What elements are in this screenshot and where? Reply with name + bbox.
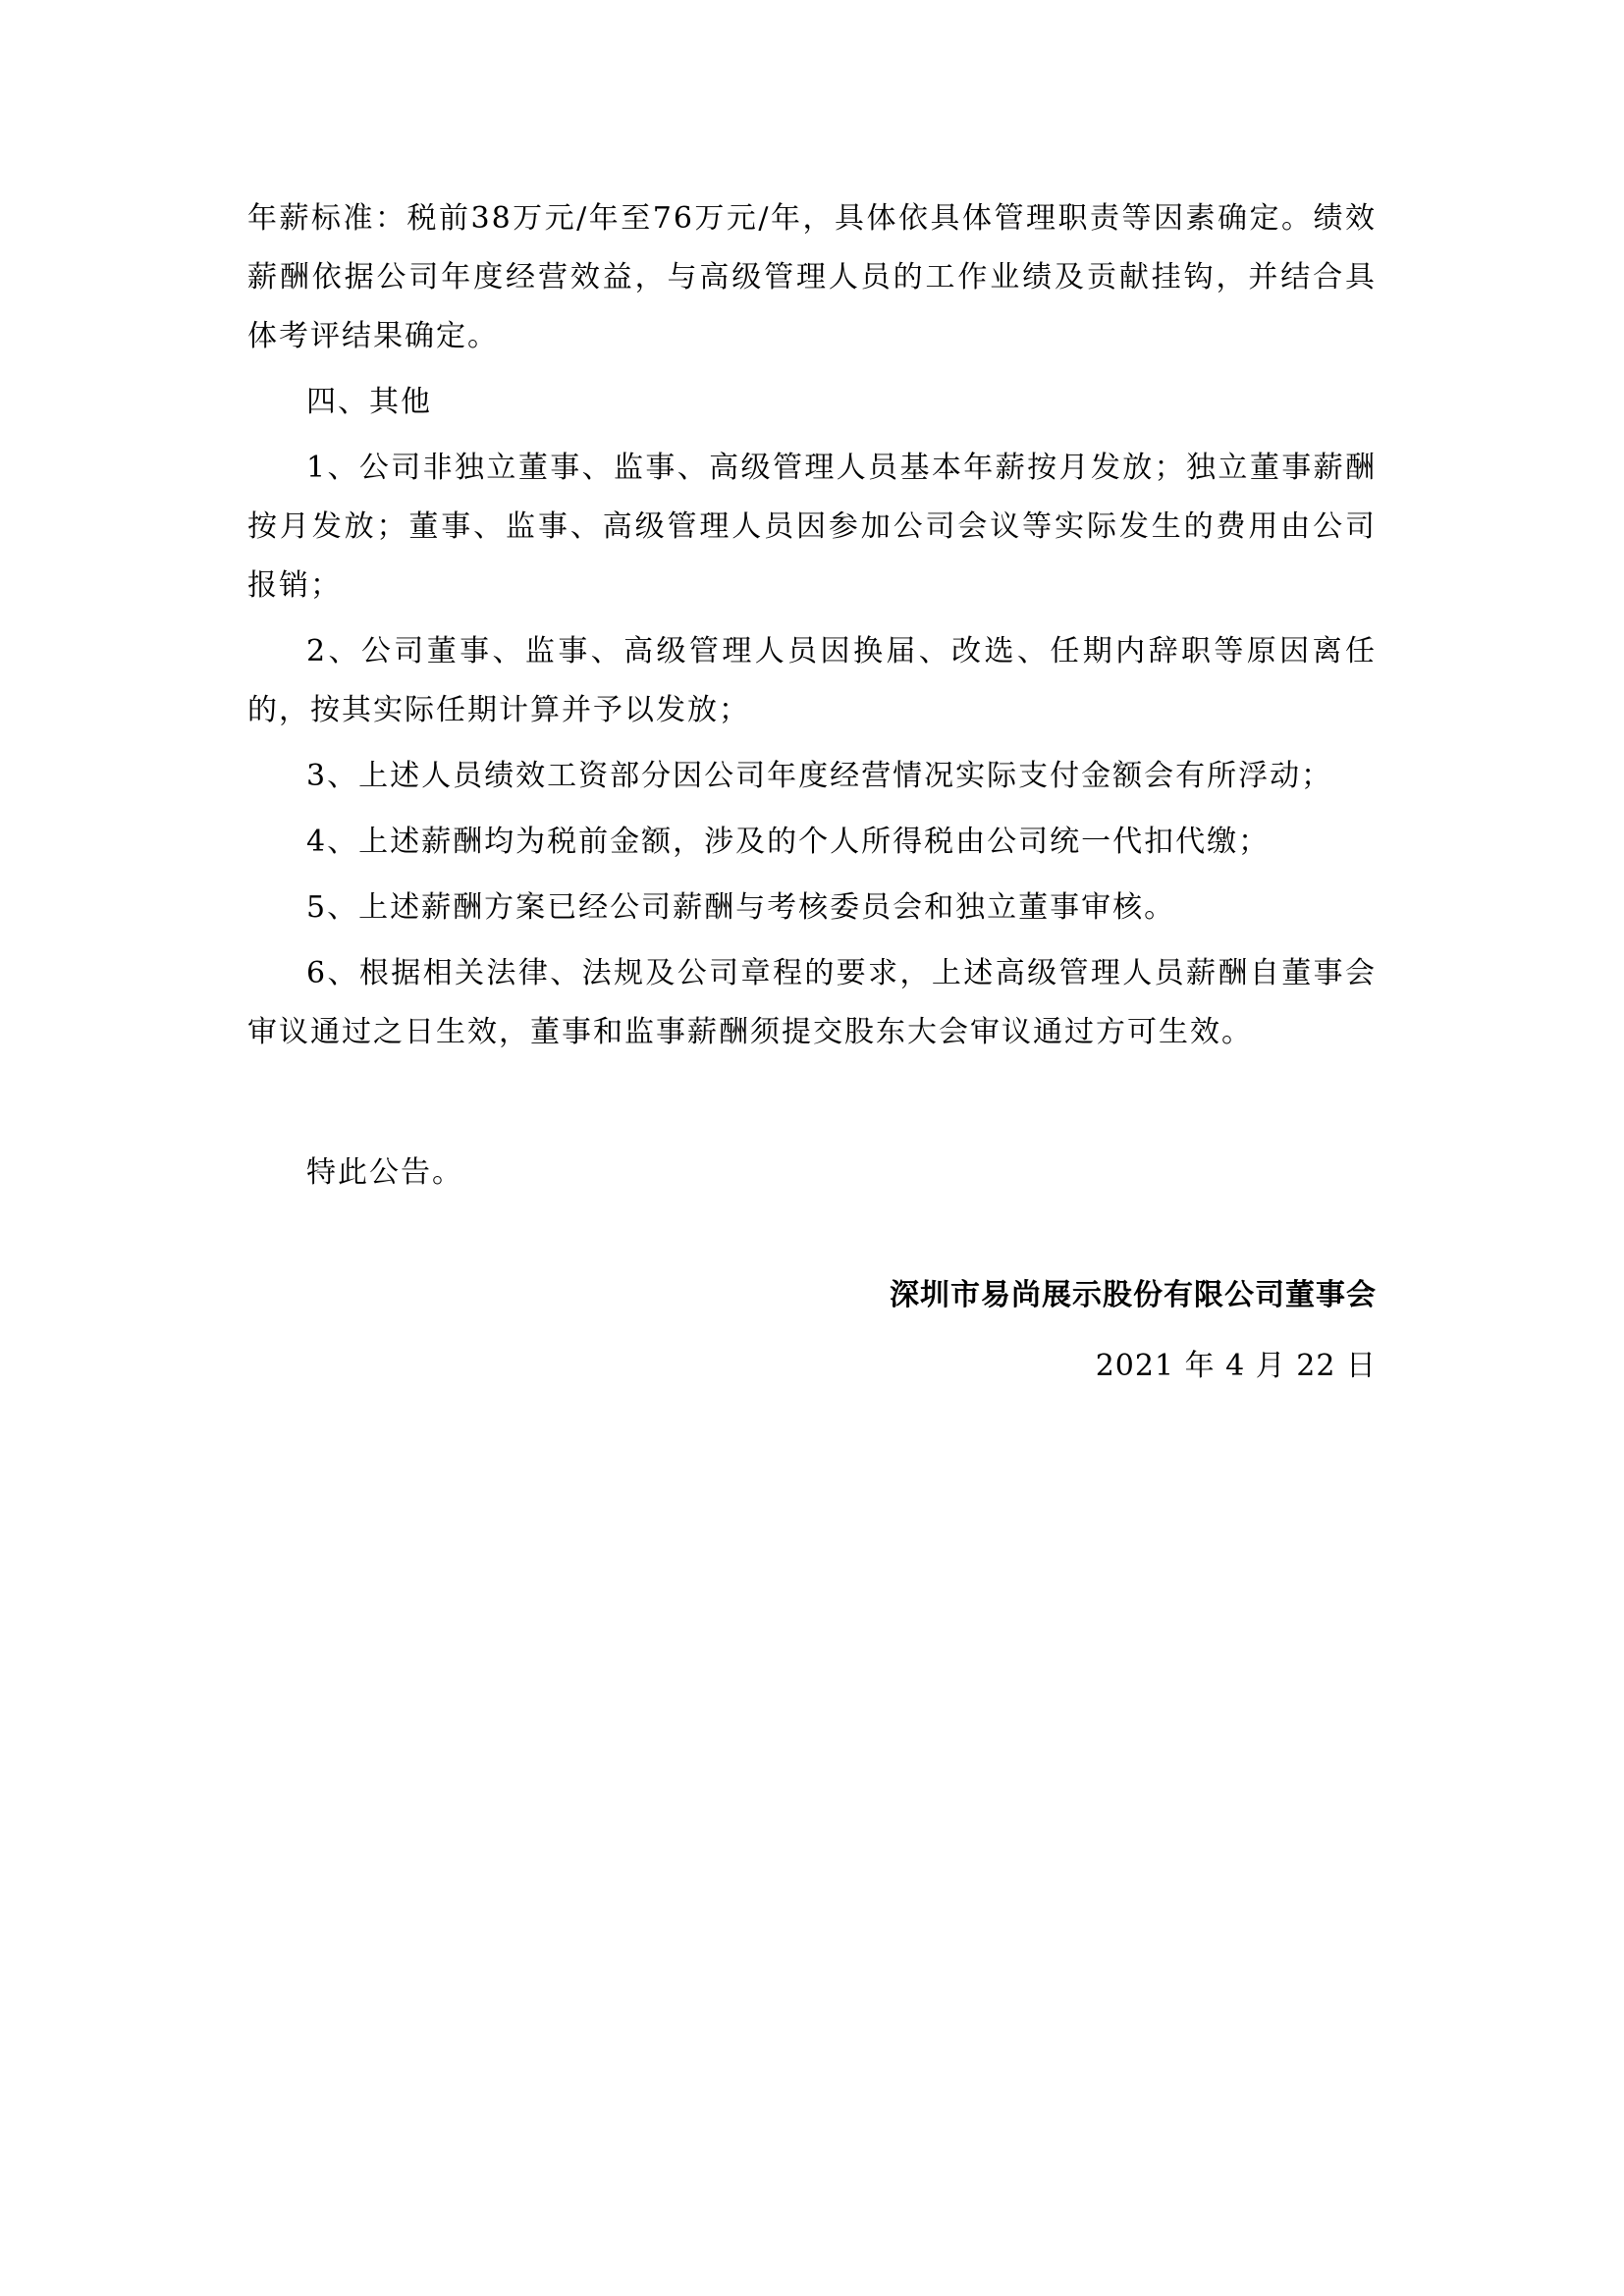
list-item: 3、上述人员绩效工资部分因公司年度经营情况实际支付金额会有所浮动； xyxy=(306,759,1333,793)
list-item: 4、上述薪酬均为税前金额，涉及的个人所得税由公司统一代扣代缴； xyxy=(306,825,1271,859)
list-item: 2、公司董事、监事、高级管理人员因换届、改选、任期内辞职等原因离任的，按其实际任期计算并予以发放； xyxy=(247,634,1377,727)
section-heading-other: 四、其他 xyxy=(306,385,432,419)
signature-company: 深圳市易尚展示股份有限公司董事会 xyxy=(890,1278,1377,1312)
closing-statement: 特此公告。 xyxy=(306,1155,463,1190)
list-item: 5、上述薪酬方案已经公司薪酬与考核委员会和独立董事审核。 xyxy=(306,890,1176,925)
document-body xyxy=(247,189,1377,1069)
list-item: 6、根据相关法律、法规及公司章程的要求，上述高级管理人员薪酬自董事会审议通过之日生效，董事和监事薪酬须提交股东大会审议通过方可生效。 xyxy=(247,956,1377,1049)
paragraph-salary-standard: 年薪标准：税前38万元/年至76万元/年，具体依具体管理职责等因素确定。绩效薪酬依据公司年度经营效益，与高级管理人员的工作业绩及贡献挂钩，并结合具体考评结果确定。 xyxy=(247,201,1377,353)
list-item: 1、公司非独立董事、监事、高级管理人员基本年薪按月发放；独立董事薪酬按月发放；董事、监事、高级管理人员因参加公司会议等实际发生的费用由公司报销； xyxy=(247,451,1377,603)
signature-block xyxy=(890,1266,1377,1396)
signature-date: 2021 年 4 月 22 日 xyxy=(1095,1349,1377,1383)
